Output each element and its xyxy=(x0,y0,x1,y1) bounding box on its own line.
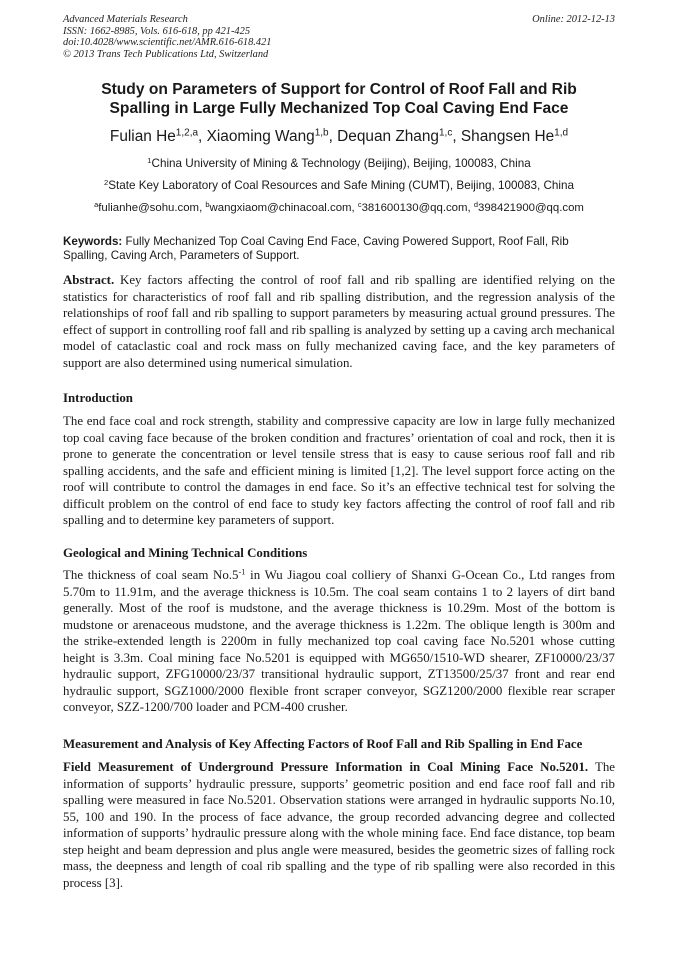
doi-line: doi:10.4028/www.scientific.net/AMR.616-618.421 xyxy=(63,37,272,49)
issn-line: ISSN: 1662-8985, Vols. 616-618, pp 421-425 xyxy=(63,25,251,37)
author-affiliation-mark: 1,b xyxy=(314,127,329,139)
author-affiliation-mark: 1,2,a xyxy=(175,127,199,139)
affiliation-1 xyxy=(40,157,638,171)
abstract-paragraph xyxy=(63,272,615,371)
journal-name: Advanced Materials Research xyxy=(63,14,188,25)
geological-text-b: in Wu Jiagou coal colliery of Shanxi G-Ocean Co., Ltd ranges from 5.70m to 11.91m, and the average thickness is 10.5m. The coal seam contains 1 to 2 layers of dirt band generally. Most of the roof is mudstone, and the average thickness is 10.29m. Most of the bottom is mudstone or arenaceous mudstone, and the average thickness is 1.22m. The oblique length is 300m and the strike-extended length is 2200m in fully mechanized top coal caving face No.5201 whose cutting height is 3.3m. Coal mining face No.5201 is equipped with MG650/1510-WD shearer, ZF10000/23/37 hydraulic support, ZFG10000/23/37 transitional hydraulic support, ZT13500/25/37 front and rear end hydraulic support, SGZ1000/2000 flexible front scraper conveyor, SGZ1200/2000 flexible rear scraper conveyor, SZZ-1200/700 loader and PCM-400 crusher. xyxy=(63,568,615,714)
email-link[interactable]: wangxiaom@chinacoal.com xyxy=(209,202,352,214)
introduction-paragraph: The end face coal and rock strength, stability and compressive capacity are low in large fully mechanized top coal caving face because of the broken condition and fractures’ orientation of coal and rock, then it is prone to generate the concentration or level tensile stress that is easy to cause serious roof fall and rib spalling accidents, and the safe and efficient mining is limited [1,2]. The level support force acting on the roof will contribute to control the damages in end face. So it’s an effective technical test for solving the difficult problem on the control of end face to study key factors affecting the control of roof fall and rib spalling and to determine key parameters of support. xyxy=(63,414,615,527)
field-measurement-paragraph xyxy=(63,759,615,891)
email-mark: c xyxy=(357,199,362,209)
email-link[interactable]: 398421900@qq.com xyxy=(477,202,584,214)
abstract-label: Abstract. xyxy=(63,273,115,287)
email-link[interactable]: fulianhe@sohu.com xyxy=(98,202,200,214)
email-mark: a xyxy=(94,199,99,209)
subsection-label: Field Measurement of Underground Pressure Information in Coal Mining Face No.5201. xyxy=(63,760,589,774)
section-heading-introduction: Introduction xyxy=(63,391,133,405)
publication-header xyxy=(63,14,615,60)
keywords-paragraph xyxy=(63,235,615,262)
email-mark: d xyxy=(473,199,478,209)
seam-superscript: -1 xyxy=(238,567,246,577)
online-date: Online: 2012-12-13 xyxy=(532,14,615,25)
section-heading-measurement: Measurement and Analysis of Key Affecting Factors of Roof Fall and Rib Spalling in End Face xyxy=(63,737,583,751)
affiliation-mark: 1 xyxy=(147,155,152,165)
author-name: Xiaoming Wang xyxy=(206,128,315,145)
author-name: Fulian He xyxy=(109,128,176,145)
affiliation-2 xyxy=(40,179,638,193)
keywords-text: Fully Mechanized Top Coal Caving End Face, Caving Powered Support, Roof Fall, Rib Spalling, Caving Arch, Parameters of Support. xyxy=(63,235,569,262)
keywords-label: Keywords: xyxy=(63,235,123,248)
paper-title xyxy=(63,80,615,118)
section-heading-geological: Geological and Mining Technical Conditions xyxy=(63,546,308,560)
affiliation-mark: 2 xyxy=(103,177,109,187)
copyright-line: © 2013 Trans Tech Publications Ltd, Switzerland xyxy=(63,48,269,60)
abstract-text: Key factors affecting the control of roof fall and rib spalling are identified relying on the statistics for characteristics of roof fall and rib spalling distribution, and the regression analysis of the relationships of roof fall and rib spalling to support parameters by measuring actual ground pressures. The effect of support in controlling roof fall and rib spalling is analyzed by setting up a caving arch mechanical model of cataclastic coal and rock mass on fully mechanized caving face, and the key parameters of support are also determined using numerical simulation. xyxy=(63,273,615,370)
author-affiliation-mark: 1,c xyxy=(438,127,453,139)
author-name: Shangsen He xyxy=(460,128,555,145)
author-name: Dequan Zhang xyxy=(337,128,439,145)
author-affiliation-mark: 1,d xyxy=(554,127,569,139)
title-line-2: Spalling in Large Fully Mechanized Top Coal Caving End Face xyxy=(109,100,569,117)
author-list: Fulian He$^{1,2,a}$, Xiaoming Wang$^{1,b}$, Dequan Zhang$^{1,c}$, Shangsen He$^{1,d}$ xyxy=(109,127,569,145)
affiliation-text: China University of Mining & Technology (Beijing), Beijing, 100083, China xyxy=(151,157,531,170)
email-link[interactable]: 381600130@qq.com xyxy=(361,202,468,214)
geological-paragraph xyxy=(63,567,615,716)
author-emails: $^a$fulianhe@sohu.com, $^b$wangxiaom@chinacoal.com, $^c$381600130@qq.com, $^d$398421900@qq.com xyxy=(94,199,584,214)
field-measurement-text: The information of supports’ hydraulic pressure, supports’ geometric position and end face roof fall and rib spalling were measured in face No.5201. Observation stations were arranged in hydraulic supports No.10, 55, 100 and 190. In the process of face advance, the group recorded advancing degree and collected information of supports’ hydraulic pressure along with the whole mining face. End face distance, top beam step height and beam depression and plus angle were measured, besides the geometric sizes of falling rock mass, the deepness and length of coal rib spalling and the type of rib spalling were also recorded in this process [3]. xyxy=(63,760,615,890)
geological-text-a: The thickness of coal seam No.5 xyxy=(63,568,239,582)
affiliation-text: State Key Laboratory of Coal Resources and Safe Mining (CUMT), Beijing, 100083, China xyxy=(108,179,575,192)
email-mark: b xyxy=(205,199,210,209)
title-line-1: Study on Parameters of Support for Control of Roof Fall and Rib xyxy=(101,81,577,98)
